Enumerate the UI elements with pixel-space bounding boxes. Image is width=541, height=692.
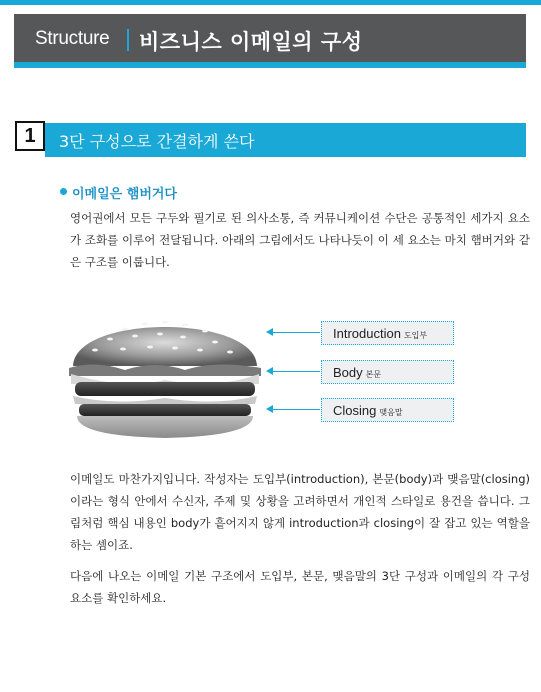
arrow-body-icon (272, 371, 320, 372)
label-introduction-kr: 도입부 (403, 331, 428, 340)
header-label: Structure (35, 28, 110, 49)
label-introduction-en: Introduction (333, 326, 401, 341)
bullet-dot-icon (60, 188, 67, 195)
top-accent-rule (0, 0, 541, 5)
label-body-en: Body (333, 365, 363, 380)
header-accent-strip (14, 62, 526, 68)
arrow-closing-icon (272, 409, 320, 410)
bullet-title: 이메일은 햄버거다 (72, 187, 177, 202)
label-body (321, 360, 454, 384)
header-divider (127, 29, 129, 51)
label-closing-en: Closing (333, 403, 377, 418)
section-heading-bar (45, 123, 526, 157)
page-title: 비즈니스 이메일의 구성 (139, 30, 363, 54)
paragraph-intro: 영어권에서 모든 구두와 필기로 된 의사소통, 즉 커뮤니케이션 수단은 공통적인 세가지 요소가 조화를 이루어 전달됩니다. 아래의 그림에서도 나타나듯이 이 세 요소는 마치 햄버거와 같은 구조를 이룹니다. (70, 211, 530, 269)
hamburger-image (65, 304, 265, 444)
paragraph-closing: 다음에 나오는 이메일 기본 구조에서 도입부, 본문, 맺음말의 3단 구성과 이메일의 각 구성 요소를 확인하세요. (70, 569, 530, 605)
arrow-introduction-icon (272, 332, 320, 333)
label-closing-kr: 맺음말 (379, 408, 403, 417)
label-introduction (321, 321, 454, 345)
paragraph-body: 이메일도 마찬가지입니다. 작성자는 도입부(introduction), 본문(body)과 맺음말(closing)이라는 형식 안에서 수신자, 주제 및 상황을 고려하면서 개인적 스타일로 용건을 씁니다. 그림처럼 핵심 내용인 body가 흩어지지 않게 introduction과 closing이 잘 잡고 있는 역할을 하는 셈이죠. (70, 472, 530, 552)
section-number: 1 (15, 121, 45, 151)
label-body-kr: 본문 (365, 370, 382, 379)
section-title: 3단 구성으로 간결하게 쓴다 (59, 132, 255, 151)
page-header (14, 14, 526, 68)
label-closing (321, 398, 454, 422)
